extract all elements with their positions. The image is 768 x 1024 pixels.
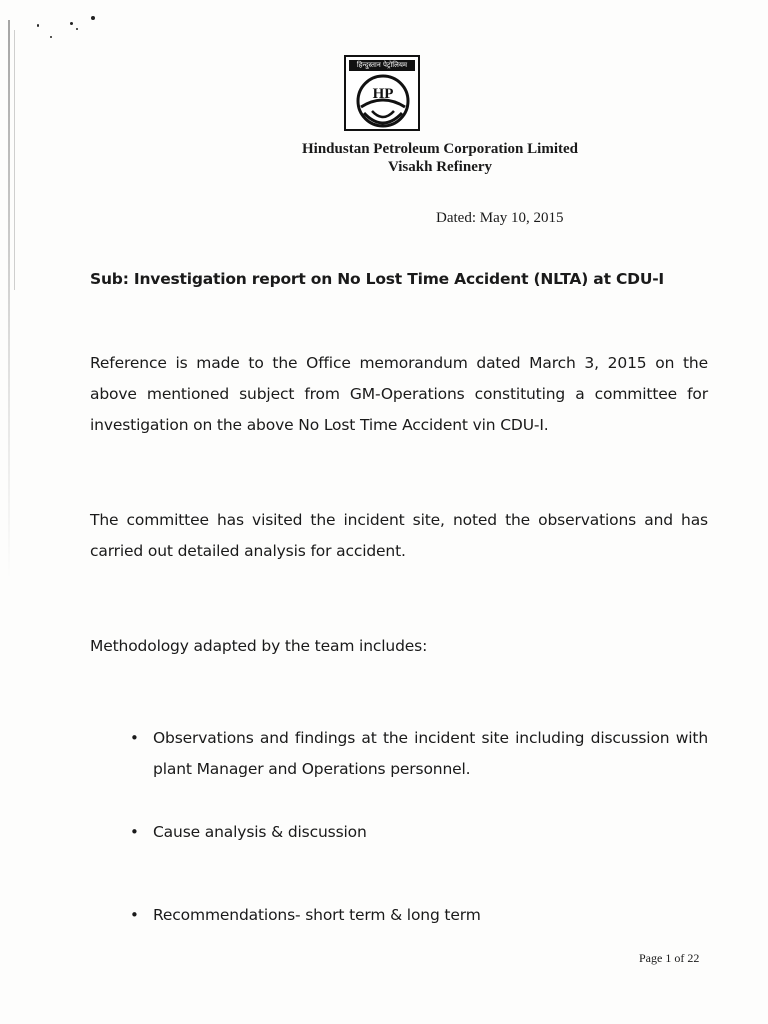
scan-speck bbox=[37, 24, 39, 27]
hp-emblem-icon bbox=[352, 73, 414, 129]
bullet-icon: • bbox=[130, 823, 139, 841]
bullet-icon: • bbox=[130, 729, 139, 747]
scan-edge-mark bbox=[14, 30, 15, 290]
list-item-text: Observations and findings at the incident site including discussion with plant Manager and Operations personnel. bbox=[153, 729, 708, 778]
page-number: Page 1 of 22 bbox=[639, 951, 700, 965]
paragraph-reference: Reference is made to the Office memorandum dated March 3, 2015 on the above mentioned subject from GM-Operations constituting a committee for investigation on the above No Lost Time Accident vin CDU-I. bbox=[90, 354, 708, 434]
bullet-icon: • bbox=[130, 906, 139, 924]
paragraph-methodology-intro: Methodology adapted by the team includes: bbox=[90, 637, 428, 655]
unit-name: Visakh Refinery bbox=[387, 159, 493, 175]
company-logo bbox=[344, 55, 420, 131]
list-item-text: Cause analysis & discussion bbox=[153, 823, 367, 841]
date-line: Dated: May 10, 2015 bbox=[436, 210, 564, 226]
list-item-text: Recommendations- short term & long term bbox=[153, 906, 481, 924]
scan-speck bbox=[70, 22, 73, 25]
paragraph-committee-visit: The committee has visited the incident site, noted the observations and has carried out detailed analysis for accident. bbox=[90, 511, 708, 560]
scan-speck bbox=[50, 36, 52, 38]
logo-mark-text: HP bbox=[372, 86, 394, 102]
scan-speck bbox=[91, 16, 95, 20]
scan-edge-mark bbox=[8, 20, 10, 580]
scan-speck bbox=[76, 28, 78, 30]
subject-line: Sub: Investigation report on No Lost Time Accident (NLTA) at CDU-I bbox=[90, 270, 664, 288]
logo-band-text: हिन्दुस्तान पेट्रोलियम bbox=[349, 60, 415, 71]
company-name: Hindustan Petroleum Corporation Limited bbox=[302, 141, 578, 157]
